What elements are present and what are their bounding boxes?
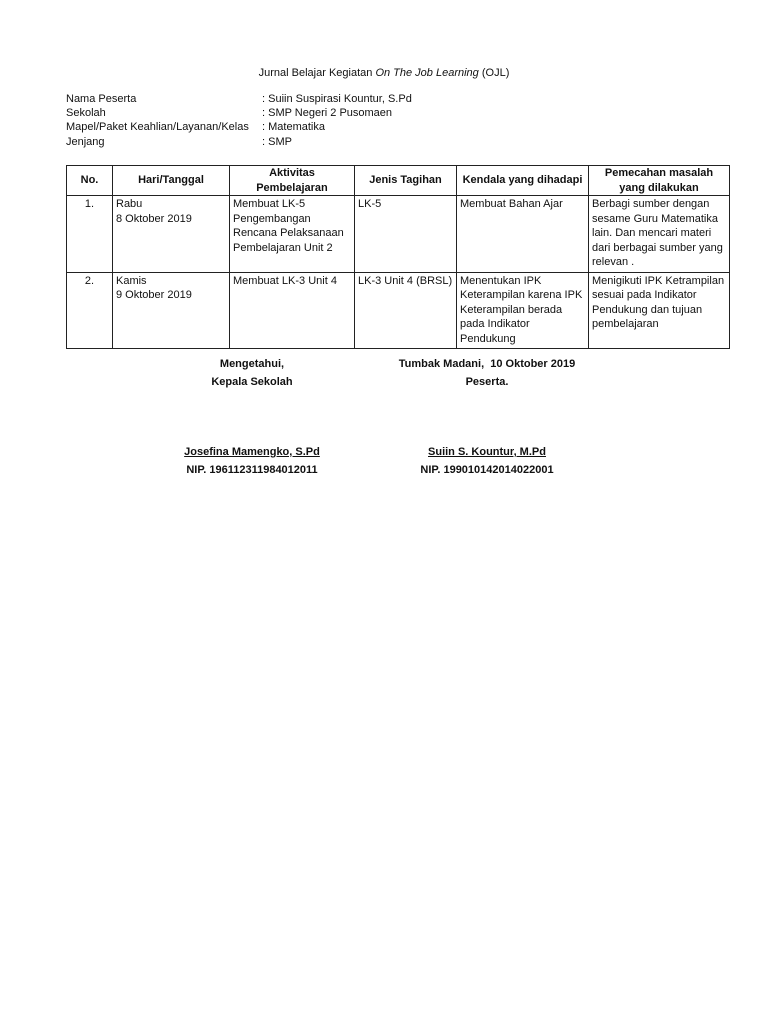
info-value: : SMP Negeri 2 Pusomaen [262, 107, 393, 120]
cell-pemecahan: Berbagi sumber dengan sesame Guru Matematika lain. Dan mencari materi dari berbagai sumber yang relevan . [589, 196, 730, 273]
cell-day: Kamis [116, 274, 147, 287]
cell-hari-tanggal [113, 196, 230, 273]
cell-kendala: Membuat Bahan Ajar [457, 196, 589, 273]
signature-left-line1: Mengetahui, [219, 358, 285, 370]
header-aktivitas: Aktivitas Pembelajaran [230, 166, 355, 196]
info-value: : SMP [262, 135, 292, 148]
header-no: No. [67, 166, 113, 196]
title-suffix: (OJL) [478, 67, 510, 79]
info-row-level [66, 135, 706, 149]
journal-table [66, 165, 730, 349]
info-label: Nama Peserta [66, 93, 137, 105]
cell-no: 1. [67, 196, 113, 273]
cell-tagihan: LK-3 Unit 4 (BRSL) [355, 272, 457, 349]
cell-aktivitas: Membuat LK-5 Pengembangan Rencana Pelaksanaan Pembelajaran Unit 2 [230, 196, 355, 273]
header-jenis-tagihan: Jenis Tagihan [355, 166, 457, 196]
table-row [67, 272, 730, 349]
cell-tagihan: LK-5 [355, 196, 457, 273]
header-hari-tanggal: Hari/Tanggal [113, 166, 230, 196]
signature-principal [180, 355, 324, 479]
title-italic: On The Job Learning [375, 67, 479, 79]
signature-left-nip: NIP. 196112311984012011 [186, 464, 318, 476]
cell-hari-tanggal [113, 272, 230, 349]
signature-left-line2: Kepala Sekolah [211, 376, 293, 388]
info-row-school [66, 106, 706, 120]
info-value: : Suiin Suspirasi Kountur, S.Pd [262, 93, 412, 105]
header-pemecahan: Pemecahan masalah yang dilakukan [589, 166, 730, 196]
cell-day: Rabu [116, 198, 143, 210]
cell-date: 8 Oktober 2019 [116, 212, 192, 225]
header-kendala: Kendala yang dihadapi [457, 166, 589, 196]
signature-participant [372, 355, 602, 479]
info-row-subject [66, 120, 706, 134]
signature-right-name: Suiin S. Kountur, M.Pd [428, 446, 546, 458]
info-label: Jenjang [66, 135, 105, 148]
cell-kendala: Menentukan IPK Keterampilan karena IPK Keterampilan berada pada Indikator Pendukung [457, 272, 589, 349]
info-label: Mapel/Paket Keahlian/Layanan/Kelas [66, 121, 249, 134]
signature-left-name: Josefina Mamengko, S.Pd [184, 446, 320, 458]
cell-pemecahan: Menigikuti IPK Ketrampilan sesuai pada Indikator Pendukung dan tujuan pembelajaran [589, 272, 730, 349]
info-row-name [66, 92, 706, 106]
signature-space [372, 391, 602, 443]
cell-aktivitas: Membuat LK-3 Unit 4 [230, 272, 355, 349]
signature-right-line1: Tumbak Madani, 10 Oktober 2019 [398, 358, 576, 370]
table-header-row [67, 166, 730, 196]
signature-right-line2: Peserta. [465, 376, 509, 388]
signature-space [180, 391, 324, 443]
info-value: : Matematika [262, 121, 325, 134]
table-row [67, 196, 730, 273]
participant-info [66, 92, 706, 149]
cell-no: 2. [67, 272, 113, 349]
signature-right-nip: NIP. 199010142014022001 [420, 464, 554, 476]
info-label: Sekolah [66, 107, 106, 120]
title-prefix: Jurnal Belajar Kegiatan [258, 67, 376, 79]
document-title [0, 66, 768, 80]
cell-date: 9 Oktober 2019 [116, 289, 192, 301]
